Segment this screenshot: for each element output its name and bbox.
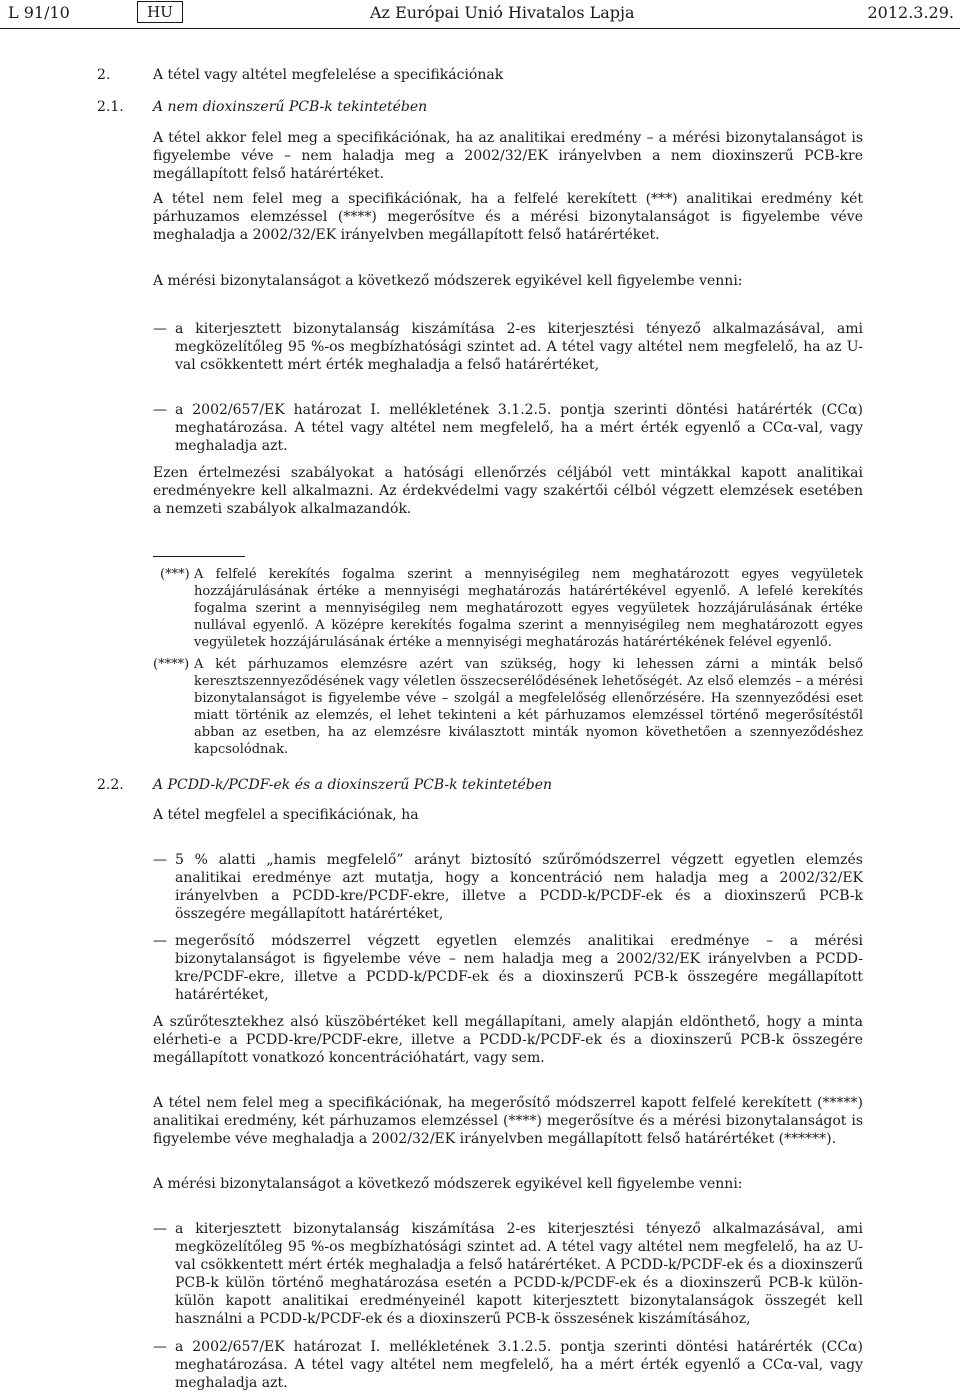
footnote-text: A felfelé kerekítés fogalma szerint a mennyiségileg nem meghatározott egyes vegyületek hozzájárulásának értéke a mennyiségi meghatározás határértékével egyenlő. A lefelé kerekítés fogalma szerint a mennyiségileg nem meghatározott egyes vegyületek hozzájárulásának értéke nullával egyenlő. A középre kerekítés fogalma szerint a mennyiségileg nem meghatározott egyes vegyületek hozzájárulásának értéke a mennyiségi meghatározás határértékének felével egyenlő. <box>194 567 863 650</box>
paragraph: A tétel akkor felel meg a specifikációnak, ha az analitikai eredmény – a mérési bizonytalanságot is figyelembe véve – nem haladja meg a 2002/32/EK irányelvben a nem dioxinszerű PCB-kre megállapított felső határértéket. <box>153 130 863 182</box>
list-dash: — <box>153 1339 167 1355</box>
publication-date: 2012.3.29. <box>867 3 954 22</box>
list-dash: — <box>153 321 167 337</box>
paragraph: A tétel nem felel meg a specifikációnak, ha a felfelé kerekített (***) analitikai eredmény két párhuzamos elemzéssel (****) megerősítve és a mérési bizonytalanságot is figyelembe véve meghaladja a 2002/32/EK irányelvben megállapított felső határértéket. <box>153 191 863 243</box>
page-header <box>0 0 960 26</box>
section-2-1-number: 2.1. <box>97 99 124 115</box>
journal-reference: L 91/10 <box>8 3 70 22</box>
footnote-text: A két párhuzamos elemzésre azért van szükség, hogy ki lehessen zárni a minták belső keresztszennyeződésének vagy véletlen összecserélődésének lehetőségét. Az első elemzés – a mérési bizonytalanságot is figyelembe véve – szolgál a megfelelőség ellenőrzésére. Ha szennyeződési eset miatt történik az elemzés, el lehet tekinteni a két párhuzamos elemzéssel történő megerősítéstől abban az esetben, ha az elemzésre kiválasztott minták nyomon követhetően a szennyeződéshez kapcsolódnak. <box>194 657 863 757</box>
section-2-title: A tétel vagy altétel megfelelése a specifikációnak <box>153 67 504 83</box>
list-dash: — <box>153 852 167 868</box>
header-divider <box>0 28 960 29</box>
language-badge: HU <box>137 1 183 23</box>
list-item: 5 % alatti „hamis megfelelő” arányt biztosító szűrőmódszerrel végzett egyetlen elemzés analitikai eredménye azt mutatja, hogy a koncentráció nem haladja meg a 2002/32/EK irányelvben a PCDD-kre/PCDF-ekre, illetve a PCDD-k/PCDF-ek és a dioxinszerű PCB-k összegére megállapított határértéket, <box>175 852 863 922</box>
footnote-divider <box>153 556 245 557</box>
paragraph: A mérési bizonytalanságot a következő módszerek egyikével kell figyelembe venni: <box>153 1176 743 1192</box>
footnote-mark: (***) <box>160 567 190 582</box>
list-item: a 2002/657/EK határozat I. mellékletének 3.1.2.5. pontja szerinti döntési határérték (CCα) meghatározása. A tétel vagy altétel nem megfelelő, ha a mért érték egyenlő a CCα-val, vagy meghaladja azt. <box>175 1339 863 1391</box>
paragraph: Ezen értelmezési szabályokat a hatósági ellenőrzés céljából vett mintákkal kapott analitikai eredményekre kell alkalmazni. Az érdekvédelmi vagy szakértői célból végzett elemzések esetében a nemzeti szabályok alkalmazandók. <box>153 465 863 517</box>
paragraph: A szűrőtesztekhez alsó küszöbértéket kell megállapítani, amely alapján eldönthető, hogy a minta elérheti-e a PCDD-kre/PCDF-ekre, illetve a PCDD-k/PCDF-ek és a dioxinszerű PCB-k összegére megállapított vonatkozó koncentrációhatárt, vagy sem. <box>153 1014 863 1066</box>
list-item: a kiterjesztett bizonytalanság kiszámítása 2-es kiterjesztési tényező alkalmazásával, ami megközelítőleg 95 %-os megbízhatósági szintet ad. A tétel vagy altétel nem megfelelő, ha az U-val csökkentett mért érték meghaladja a felső határértéket. A PCDD-k/PCDF-ek és a dioxinszerű PCB-k külön történő meghatározása esetén a PCDD-k/PCDF-ek és a dioxinszerű PCB-k külön-külön kapott analitikai eredményeinél kapott kiterjesztett bizonytalanságok összegét kell használni a PCDD-k/PCDF-ek és a dioxinszerű PCB-k összesének kiszámításához, <box>175 1221 863 1327</box>
paragraph: A mérési bizonytalanságot a következő módszerek egyikével kell figyelembe venni: <box>153 273 743 289</box>
footnote-mark: (****) <box>153 657 190 672</box>
section-2-2-number: 2.2. <box>97 777 124 793</box>
list-dash: — <box>153 1221 167 1237</box>
list-item: megerősítő módszerrel végzett egyetlen elemzés analitikai eredménye – a mérési bizonytalanságot is figyelembe véve – nem haladja meg a 2002/32/EK irányelvben a PCDD-kre/PCDF-ekre, illetve a PCDD-k/PCDF-ek és a dioxinszerű PCB-k összegére megállapított határértéket, <box>175 933 863 1003</box>
list-dash: — <box>153 402 167 418</box>
list-item: a kiterjesztett bizonytalanság kiszámítása 2-es kiterjesztési tényező alkalmazásával, ami megközelítőleg 95 %-os megbízhatósági szintet ad. A tétel vagy altétel nem megfelelő, ha az U-val csökkentett mért érték meghaladja a felső határértéket, <box>175 321 863 373</box>
list-item: a 2002/657/EK határozat I. mellékletének 3.1.2.5. pontja szerinti döntési határérték (CCα) meghatározása. A tétel vagy altétel nem megfelelő, ha a mért érték egyenlő a CCα-val, vagy meghaladja azt. <box>175 402 863 454</box>
section-2-1-title: A nem dioxinszerű PCB-k tekintetében <box>153 99 428 115</box>
list-dash: — <box>153 933 167 949</box>
paragraph: A tétel nem felel meg a specifikációnak, ha megerősítő módszerrel kapott felfelé kerekített (*****) analitikai eredmény, két párhuzamos elemzéssel (****) megerősítve és a mérési bizonytalanságot is figyelembe véve meghaladja a 2002/32/EK irányelvben megállapított felső határértéket (******). <box>153 1095 863 1147</box>
journal-title: Az Európai Unió Hivatalos Lapja <box>370 3 635 22</box>
section-2-number: 2. <box>97 67 111 83</box>
paragraph: A tétel megfelel a specifikációnak, ha <box>153 807 419 823</box>
section-2-2-title: A PCDD-k/PCDF-ek és a dioxinszerű PCB-k tekintetében <box>153 777 553 793</box>
